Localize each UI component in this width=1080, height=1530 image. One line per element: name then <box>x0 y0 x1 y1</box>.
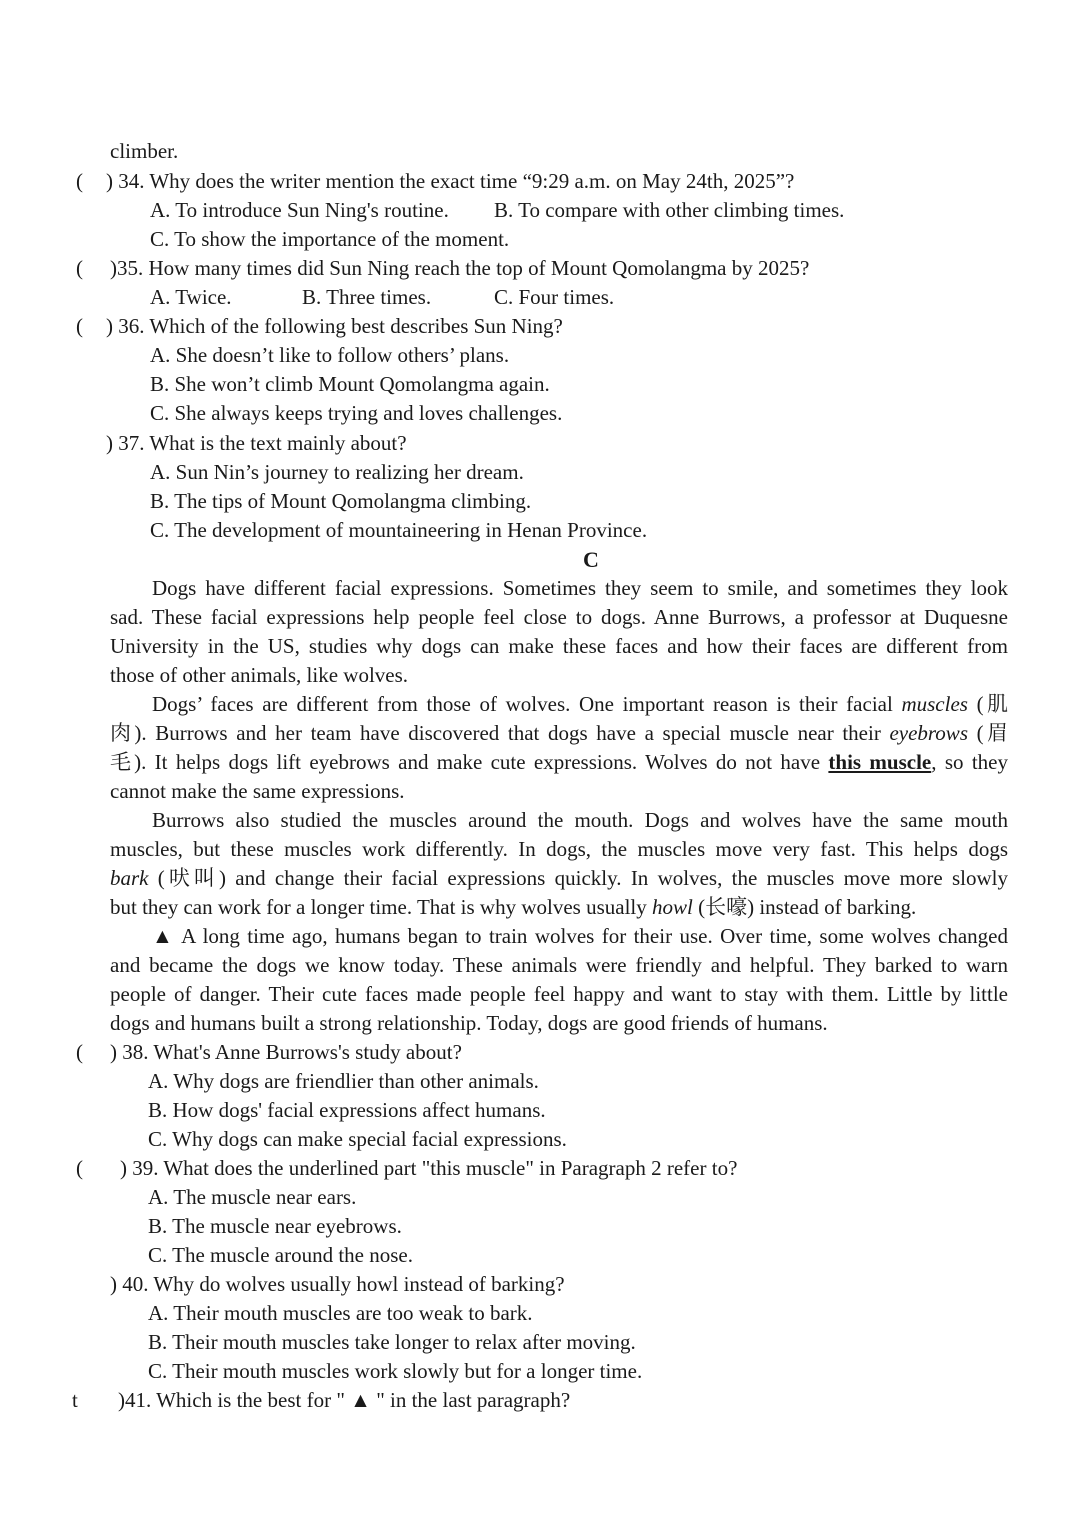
question-34-option-a: A. To introduce Sun Ning's routine. <box>150 198 449 222</box>
term-bark: bark <box>110 866 149 890</box>
question-37-option-c: C. The development of mountaineering in Henan Province. <box>150 518 648 542</box>
passage-p3-line-3: bark (吠叫) and change their facial expressions quickly. In wolves, the muscles move more slowly <box>110 866 1008 890</box>
question-35-option-a: A. Twice. <box>150 285 232 309</box>
previous-passage-tail: climber. <box>110 139 179 163</box>
passage-p4-line-4: dogs and humans built a strong relationship. Today, dogs are good friends of humans. <box>110 1011 828 1035</box>
question-34-option-c: C. To show the importance of the moment. <box>150 227 510 251</box>
question-37-option-a: A. Sun Nin’s journey to realizing her dream. <box>150 460 524 484</box>
question-39-option-a: A. The muscle near ears. <box>148 1185 357 1209</box>
passage-p4-line-1: ▲ A long time ago, humans began to train wolves for their use. Over time, some wolves changed <box>152 924 1008 948</box>
blank-triangle-icon: ▲ <box>152 924 175 948</box>
blank-triangle-icon: ▲ <box>350 1388 371 1412</box>
question-35-option-c: C. Four times. <box>494 285 615 309</box>
term-eyebrows: eyebrows <box>889 721 968 745</box>
question-39-option-b: B. The muscle near eyebrows. <box>148 1214 402 1238</box>
passage-p2-line-1: Dogs’ faces are different from those of wolves. One important reason is their facial muscles (肌 <box>152 692 1009 716</box>
passage-p3-line-4: but they can work for a longer time. That is why wolves usually howl (长嚎) instead of barking. <box>110 895 917 919</box>
answer-paren-38: ( <box>76 1040 83 1064</box>
question-36-option-c: C. She always keeps trying and loves challenges. <box>150 401 563 425</box>
question-34-stem: ) 34. Why does the writer mention the exact time “9:29 a.m. on May 24th, 2025”? <box>106 169 795 193</box>
question-41-stem: )41. Which is the best for " ▲ " in the last paragraph? <box>118 1388 571 1412</box>
question-36-stem: ) 36. Which of the following best describes Sun Ning? <box>106 314 563 338</box>
question-40-stem: ) 40. Why do wolves usually howl instead of barking? <box>110 1272 565 1296</box>
question-35-stem: )35. How many times did Sun Ning reach the top of Mount Qomolangma by 2025? <box>110 256 810 280</box>
question-35-option-b: B. Three times. <box>302 285 432 309</box>
term-muscles: muscles <box>901 692 968 716</box>
question-40-option-a: A. Their mouth muscles are too weak to bark. <box>148 1301 533 1325</box>
term-howl: howl <box>652 895 693 919</box>
question-40-option-c: C. Their mouth muscles work slowly but for a longer time. <box>148 1359 643 1383</box>
answer-paren-35: ( <box>76 256 83 280</box>
question-34-option-b: B. To compare with other climbing times. <box>494 198 845 222</box>
question-38-option-c: C. Why dogs can make special facial expressions. <box>148 1127 567 1151</box>
section-label: C <box>583 547 599 572</box>
question-36-option-a: A. She doesn’t like to follow others’ plans. <box>150 343 510 367</box>
question-36-option-b: B. She won’t climb Mount Qomolangma again. <box>150 372 550 396</box>
question-40-option-b: B. Their mouth muscles take longer to relax after moving. <box>148 1330 636 1354</box>
answer-paren-39: ( <box>76 1156 83 1180</box>
passage-p3-line-1: Burrows also studied the muscles around the mouth. Dogs and wolves have the same mouth <box>152 808 1008 832</box>
answer-paren-36: ( <box>76 314 83 338</box>
passage-p2-line-2: 肉). Burrows and her team have discovered that dogs have a special muscle near their eyebrows (眉 <box>110 721 1008 745</box>
passage-p2-line-3: 毛). It helps dogs lift eyebrows and make cute expressions. Wolves do not have this muscle, so they <box>110 750 1008 774</box>
passage-p1-line-4: those of other animals, like wolves. <box>110 663 409 687</box>
question-37-option-b: B. The tips of Mount Qomolangma climbing. <box>150 489 532 513</box>
question-38-stem: ) 38. What's Anne Burrows's study about? <box>110 1040 462 1064</box>
question-38-option-b: B. How dogs' facial expressions affect humans. <box>148 1098 546 1122</box>
question-37-stem: ) 37. What is the text mainly about? <box>106 431 407 455</box>
passage-p2-line-4: cannot make the same expressions. <box>110 779 405 803</box>
question-39-option-c: C. The muscle around the nose. <box>148 1243 413 1267</box>
underlined-this-muscle: this muscle <box>828 750 932 774</box>
question-38-option-a: A. Why dogs are friendlier than other animals. <box>148 1069 539 1093</box>
passage-p3-line-2: muscles, but these muscles work differently. In dogs, the muscles move very fast. This helps dogs <box>110 837 1008 861</box>
question-39-stem: ) 39. What does the underlined part "this muscle" in Paragraph 2 refer to? <box>120 1156 738 1180</box>
answer-paren-34: ( <box>76 169 83 193</box>
passage-p1-line-3: University in the US, studies why dogs can make these faces and how their faces are different from <box>110 634 1008 658</box>
passage-p1-line-2: sad. These facial expressions help people feel close to dogs. Anne Burrows, a professor at Duquesne <box>110 605 1008 629</box>
passage-p4-line-3: people of danger. Their cute faces made people feel happy and want to stay with them. Little by little <box>110 982 1008 1006</box>
answer-paren-41: t <box>72 1388 78 1412</box>
passage-p4-line-2: and became the dogs we know today. These animals were friendly and helpful. They barked to warn <box>110 953 1008 977</box>
passage-p1-line-1: Dogs have different facial expressions. Sometimes they seem to smile, and sometimes they look <box>152 576 1008 600</box>
